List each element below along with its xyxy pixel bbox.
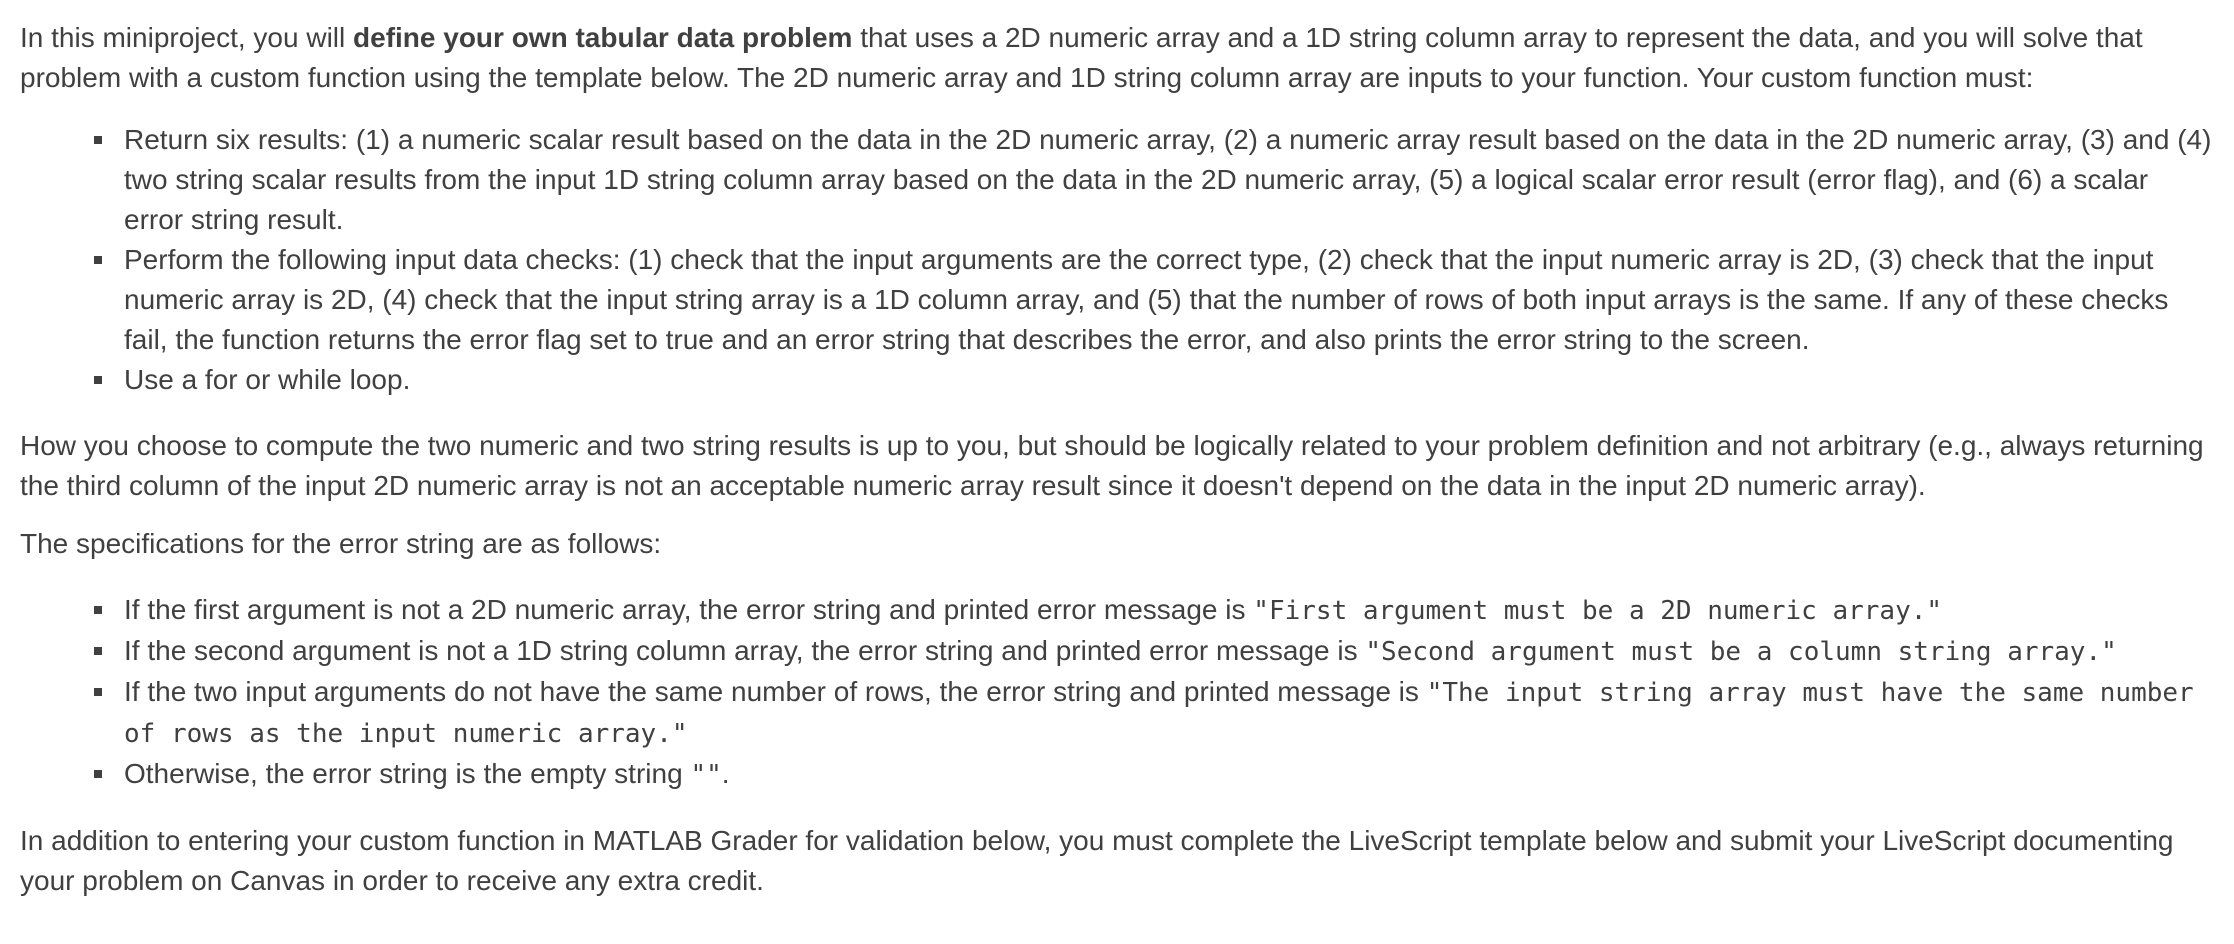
list-item: Perform the following input data checks: (1) check that the input arguments are the correct type, (2) check that the input numeric array is 2D, (3) check that the input numeric array is 2D, (4) check that the input string array is a 1D column array, and (5) that the number of rows of both input arrays is the same. If any of these checks fail, the function returns the error flag set to true and an error string that describes the error, and also prints the error string to the screen. (124, 240, 2214, 360)
intro-paragraph (20, 18, 2214, 98)
square-bullet-icon (94, 136, 102, 144)
square-bullet-icon (94, 688, 102, 696)
list-item: If the two input arguments do not have the same number of rows, the error string and printed message is "The input string array must have the same number of rows as the input numeric array." (124, 672, 2214, 754)
square-bullet-icon (94, 770, 102, 778)
error-message-code: "First argument must be a 2D numeric array." (1253, 596, 1943, 626)
square-bullet-icon (94, 647, 102, 655)
requirements-list (20, 120, 2214, 400)
list-item: If the first argument is not a 2D numeric array, the error string and printed error message is "First argument must be a 2D numeric array." (124, 590, 2214, 631)
submission-paragraph: In addition to entering your custom function in MATLAB Grader for validation below, you must complete the LiveScript template below and submit your LiveScript documenting your problem on Canvas in order to receive any extra credit. (20, 825, 2174, 896)
error-message-code: "Second argument must be a column string array." (1365, 637, 2117, 667)
intro-text-before: In this miniproject, you will (20, 22, 354, 53)
square-bullet-icon (94, 376, 102, 384)
list-item: If the second argument is not a 1D string column array, the error string and printed error message is "Second argument must be a column string array." (124, 631, 2214, 672)
list-item: Return six results: (1) a numeric scalar result based on the data in the 2D numeric array, (2) a numeric array result based on the data in the 2D numeric array, (3) and (4) two string scalar results from the input 1D string column array based on the data in the 2D numeric array, (5) a logical scalar error result (error flag), and (6) a scalar error string result. (124, 120, 2214, 240)
intro-text-after: that uses a 2D numeric array and a 1D string column array to represent the data, and you will solve that problem with a custom function using the template below. The 2D numeric array and 1D string column array are inputs to your function. Your custom function must: (20, 22, 2143, 93)
intro-bold-text: define your own tabular data problem (353, 22, 853, 53)
list-item: Use a for or while loop. (124, 360, 2214, 400)
error-message-code: "" (690, 760, 722, 790)
results-paragraph: How you choose to compute the two numeric and two string results is up to you, but should be logically related to your problem definition and not arbitrary (e.g., always returning the third column of the input 2D numeric array is not an acceptable numeric array result since it doesn't depend on the data in the input 2D numeric array). (20, 430, 2204, 501)
error-specs-list (20, 590, 2214, 795)
square-bullet-icon (94, 606, 102, 614)
error-spec-heading: The specifications for the error string are as follows: (20, 528, 662, 559)
square-bullet-icon (94, 256, 102, 264)
error-message-code: "The input string array must have the same number of rows as the input numeric array." (124, 678, 2194, 749)
list-item: Otherwise, the error string is the empty string "". (124, 754, 2214, 795)
